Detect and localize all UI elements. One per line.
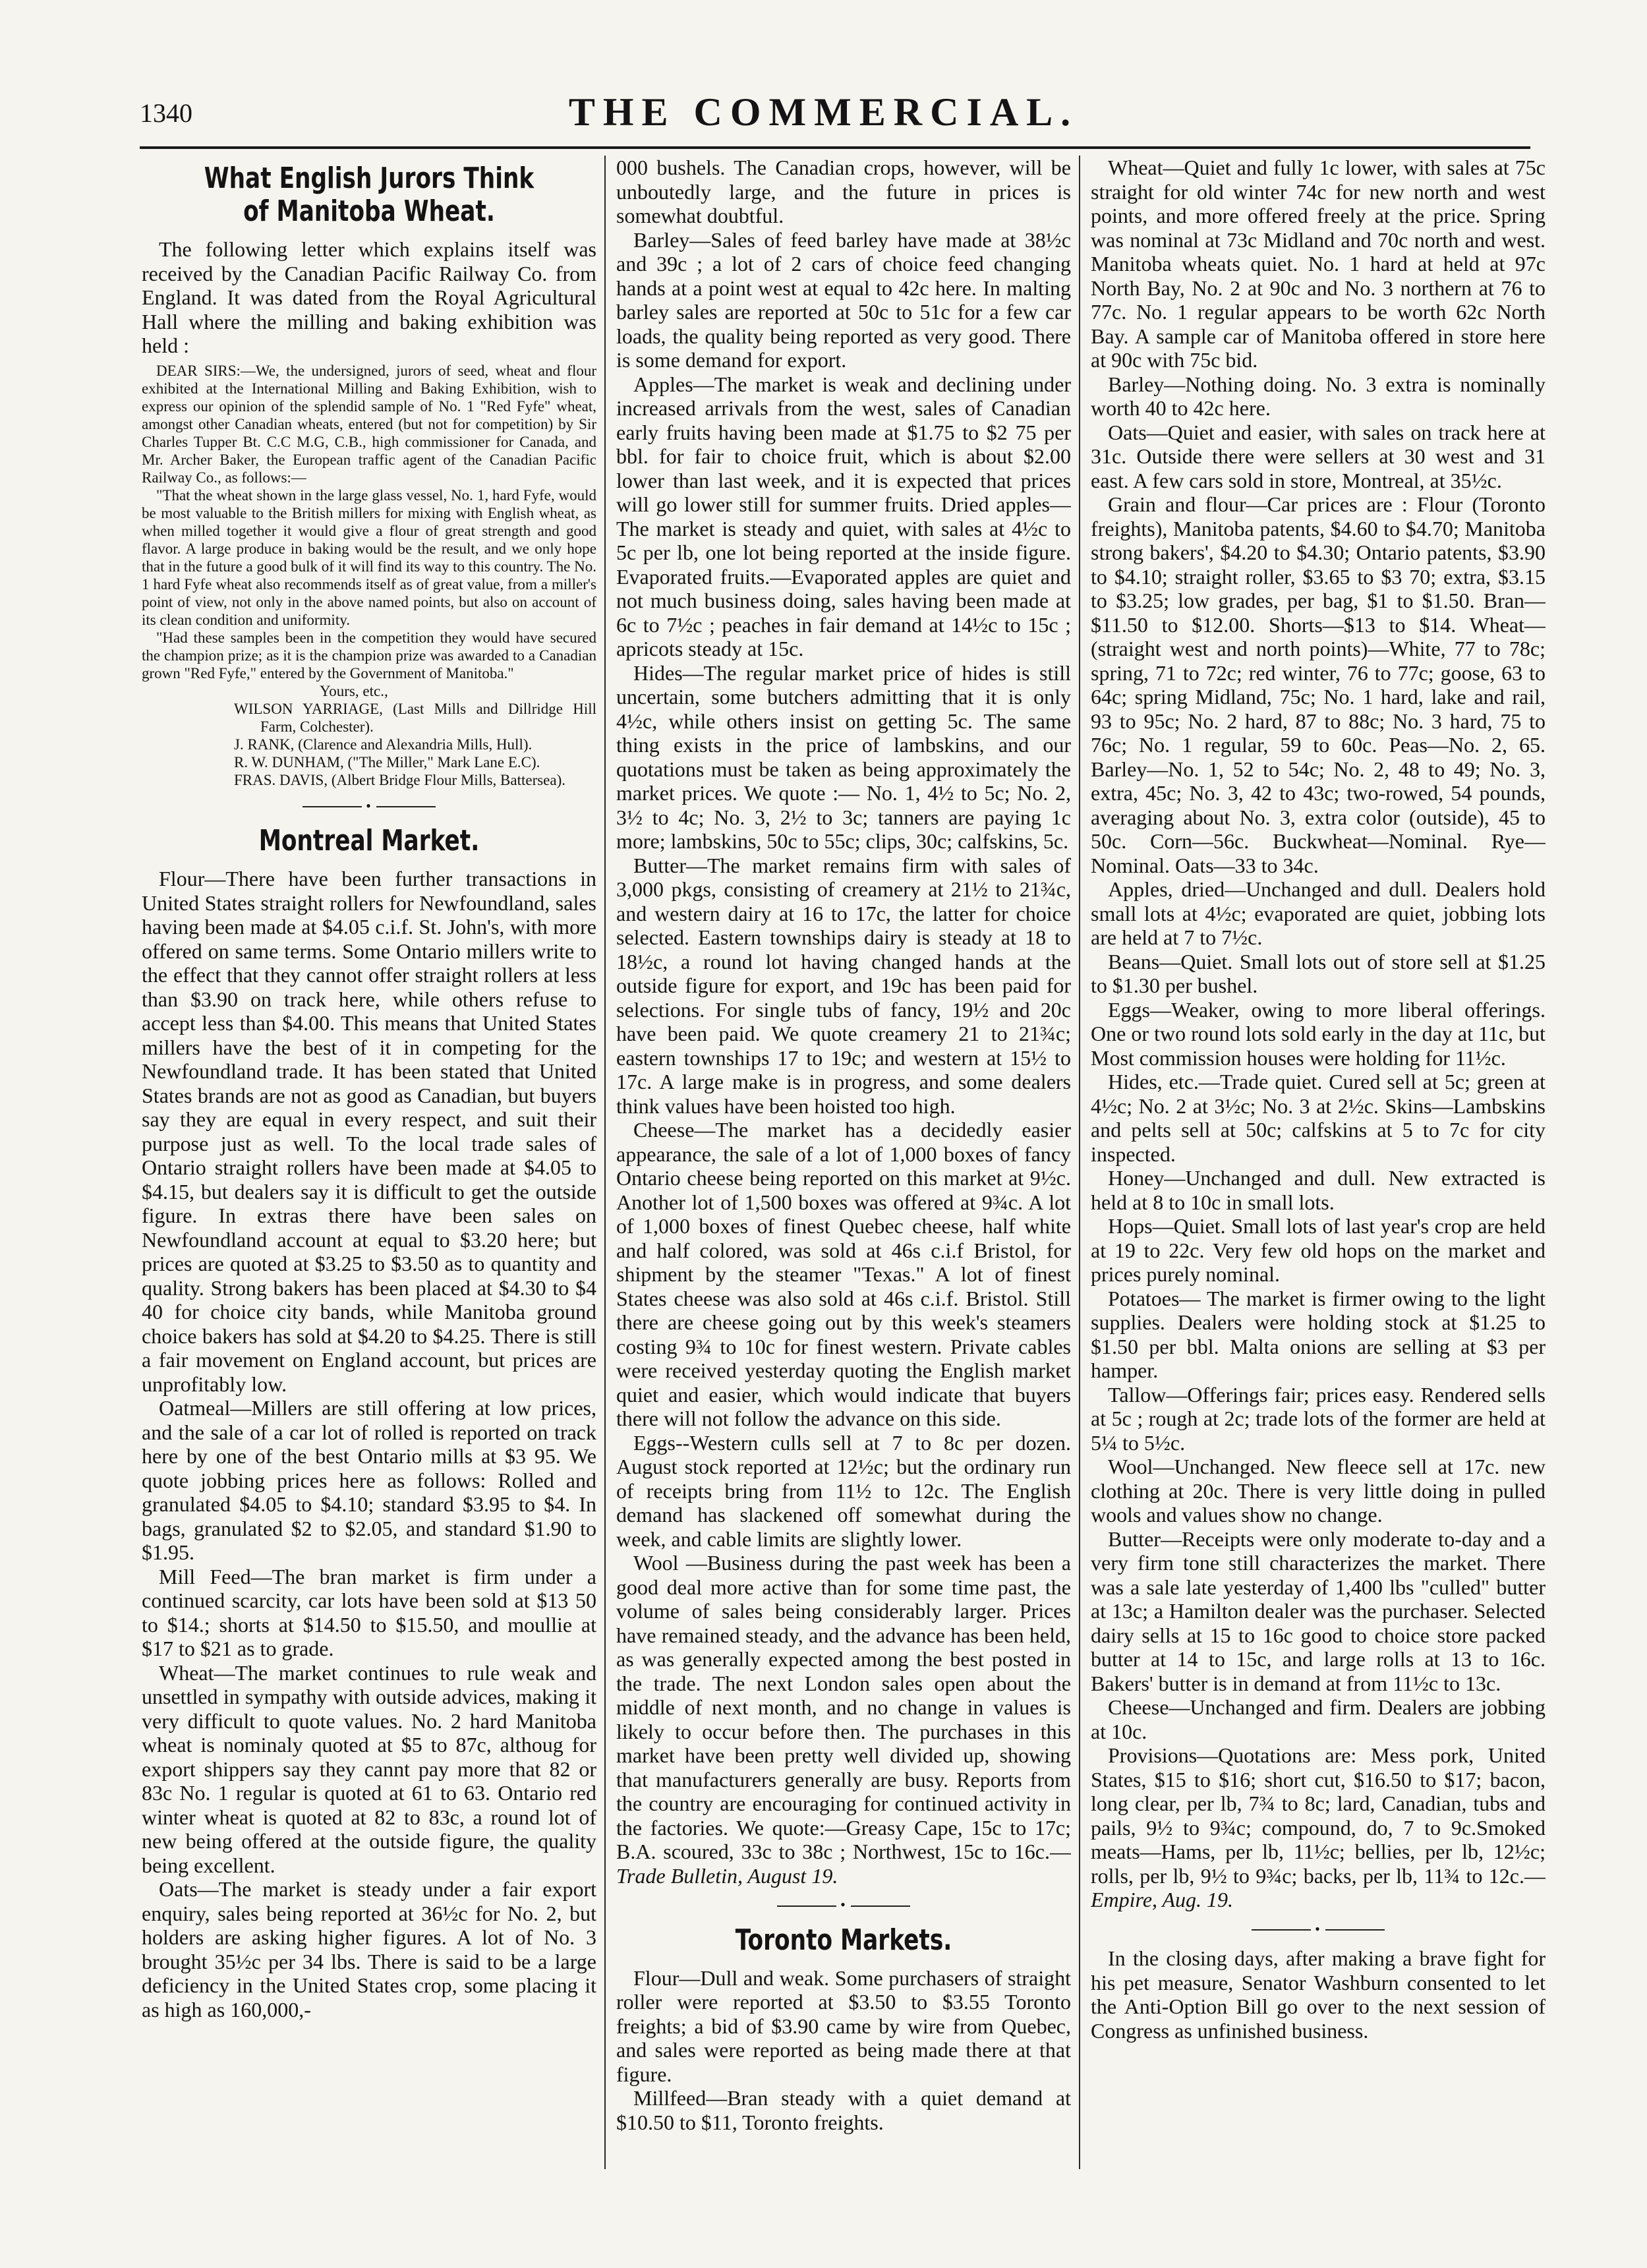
signatures <box>142 682 596 789</box>
signatory: R. W. DUNHAM, ("The Miller," Mark Lane E.C). <box>234 753 540 771</box>
paragraph: Hides, etc.—Trade quiet. Cured sell at 5c; green at 4½c; No. 2 at 3½c; No. 3 at 2½c. Skins—Lambskins and pelts sell at 50c; calfskins at 5 to 7c for city inspected. <box>1091 1070 1546 1166</box>
paragraph: Hides—The regular market price of hides is still uncertain, some butchers admitting that it is only 4½c, while others insist on getting 5c. The same thing exists in the price of lambskins, and our quotations must be taken as being approximately the market prices. We quote :— No. 1, 4½ to 5c; No. 2, 3½ to 4c; No. 3, 2½ to 3c; tanners are paying 1c more; lambskins, 50c to 55c; clips, 30c; calfskins, 5c. <box>616 660 1071 853</box>
column-1 <box>142 156 596 2169</box>
letter-paragraph: "That the wheat shown in the large glass vessel, No. 1, hard Fyfe, would be most valuable to the British millers for mixing with English wheat, as when milled together it would give a flour of great strength and good flavor. A large produce in baking would be the result, and we only hope that in the future a good bulk of it will find its way to this country. The No. 1 hard Fyfe wheat also recommends itself as of great value, from a miller's point of view, not only in the above named points, but also on account of its clean condition and uniformity. <box>142 486 596 628</box>
paragraph: Hops—Quiet. Small lots of last year's crop are held at 19 to 22c. Very few old hops on the market and prices purely nominal. <box>1091 1214 1546 1286</box>
paragraph: Beans—Quiet. Small lots out of store sell at $1.25 to $1.30 per bushel. <box>1091 949 1546 997</box>
paragraph: Eggs—Weaker, owing to more liberal offerings. One or two round lots sold early in the day at 11c, but Most commission houses were holding for 11½c. <box>1091 997 1546 1070</box>
paragraph <box>1091 1743 1546 1912</box>
column-3 <box>1091 156 1546 2169</box>
signatory: J. RANK, (Clarence and Alexandria Mills, Hull). <box>234 736 533 753</box>
paragraph: Cheese—The market has a decidedly easier appearance, the sale of a lot of 1,000 boxes of fancy Ontario cheese being reported on this market at 9½c. Another lot of 1,500 boxes was offered at 9¾c. A lot of 1,000 boxes of finest Quebec cheese, half white and half colored, was sold at 46s c.i.f Bristol, for shipment by the steamer "Texas." A lot of finest States cheese was also sold at 46s c.i.f. Bristol. Still there are cheese going out by this week's steamers costing 9¾ to 10c for finest western. Private cables were received yesterday quoting the English market quiet and easier, which would indicate that buyers there will not follow the advance on this side. <box>616 1118 1071 1430</box>
paragraph: In the closing days, after making a brave fight for his pet measure, Senator Washburn consented to let the Anti-Option Bill go over to the next session of Congress as unfinished business. <box>1091 1946 1546 2043</box>
paragraph: Wheat—Quiet and fully 1c lower, with sales at 75c straight for old winter 74c for new north and west points, and more offered freely at the price. Spring was nominal at 73c Midland and 70c north and west. Manitoba wheats quiet. No. 1 hard at held at 97c North Bay, No. 2 at 90c and No. 3 northern at 76 to 77c. No. 1 regular appears to be worth 62c North Bay. A sample car of Manitoba offered in store here at 90c with 75c bid. <box>1091 156 1546 372</box>
paragraph <box>616 1551 1071 1888</box>
column-2 <box>616 156 1071 2169</box>
paragraph: Honey—Unchanged and dull. New extracted is held at 8 to 10c in small lots. <box>1091 1166 1546 1214</box>
paragraph-text: Wool —Business during the past week has been a good deal more active than for some time past, the volume of sales being considerably larger. Prices have remained steady, and the advance has been held, as was generally expected among the best posted in the trade. The next London sales open about the middle of next month, and no change in values is likely to occur before then. The purchases in this market have been pretty well divided up, showing that manufacturers generally are busy. Reports from the country are encouraging for continued activity in the factories. We quote:—Greasy Cape, 15c to 17c; B.A. scoured, 33c to 38c ; Northwest, 15c to 16c.— <box>616 1551 1071 1863</box>
paragraph: Apples—The market is weak and declining under increased arrivals from the west, sales of Canadian early fruits having been made at $1.75 to $2 75 per bbl. for fair to choice fruit, which is about $2.00 lower than last week, and it is expected that prices will go lower still for summer fruits. Dried apples—The market is steady and quiet, with sales at 4½c to 5c per lb, one lot being reported at the inside figure. Evaporated fruits.—Evaporated apples are quiet and not much business doing, sales having been made at 6c to 7½c ; peaches in fair demand at 14½c to 15c ; apricots steady at 15c. <box>616 372 1071 660</box>
paragraph: Grain and flour—Car prices are : Flour (Toronto freights), Manitoba patents, $4.60 to $4.70; Manitoba strong bakers', $4.20 to $4.30; Ontario patents, $3.90 to $4.10; straight roller, $3.65 to $3 70; extra, $3.15 to $3.25; low grades, per bag, $1 to $1.50. Bran—$11.50 to $12.00. Shorts—$13 to $14. Wheat—(straight west and north points)—White, 77 to 78c; spring, 71 to 72c; red winter, 76 to 77c; goose, 63 to 64c; spring Midland, 75c; No. 1 hard, lake and rail, 93 to 95c; No. 2 hard, 87 to 88c; No. 3 hard, 75 to 76c; No. 1 regular, 59 to 60c. Peas—No. 2, 65. Barley—No. 1, 52 to 54c; No. 2, 48 to 49; No. 3, extra, 45c; No. 3, 42 to 43c; two-rowed, 54 pounds, averaging about No. 3, extra color (outside), 45 to 50c. Corn—56c. Buckwheat—Nominal. Rye—Nominal. Oats—33 to 34c. <box>1091 492 1546 877</box>
paragraph: Tallow—Offerings fair; prices easy. Rendered sells at 5c ; rough at 2c; trade lots of the former are held at 5¼ to 5½c. <box>1091 1382 1546 1455</box>
paragraph: Butter—The market remains firm with sales of 3,000 pkgs, consisting of creamery at 21½ to 21¾c, and western dairy at 16 to 17c, the latter for choice selected. Eastern townships dairy is steady at 18 to 18½c, a round lot having changed hands at the outside figure for export, and 19c has been paid for selections. For single tubs of fancy, 19½ and 20c have been paid. We quote creamery 21 to 21¾c; eastern townships 17 to 19c; and western at 15½ to 17c. A large make is in progress, and some dealers think values have been hoisted too high. <box>616 853 1071 1118</box>
paragraph: Cheese—Unchanged and firm. Dealers are jobbing at 10c. <box>1091 1695 1546 1743</box>
column-rule <box>1079 156 1080 2169</box>
paragraph: Wheat—The market continues to rule weak and unsettled in sympathy with outside advices, making it very difficult to quote values. No. 2 hard Manitoba wheat is nominaly quoted at $5 to 87c, althoug for export shippers say they cannt pay more that 82 or 83c No. 1 regular is quoted at 61 to 63. Ontario red winter wheat is quoted at 82 to 83c, a round lot of new being offered at the outside figure, the quality being excellent. <box>142 1660 596 1877</box>
paragraph: 000 bushels. The Canadian crops, however, will be unboutedly large, and the future in prices is somewhat doubtful. <box>616 156 1071 227</box>
article-title: Toronto Markets. <box>735 1923 952 1957</box>
paragraph: Potatoes— The market is firmer owing to the light supplies. Dealers were holding stock at $1.25 to $1.50 per bbl. Malta onions are selling at $3 per hamper. <box>1091 1286 1546 1382</box>
paragraph: Barley—Sales of feed barley have made at 38½c and 39c ; a lot of 2 cars of choice feed changing hands at a point west at equal to 42c here. In malting barley sales are reported at 50c to 51c for a few car loads, the quality being reported as very good. There is some demand for export. <box>616 227 1071 372</box>
paragraph: Millfeed—Bran steady with a quiet demand at $10.50 to $11, Toronto freights. <box>616 2086 1071 2134</box>
section-divider: • <box>1091 1917 1546 1942</box>
section-divider: • <box>616 1893 1071 1917</box>
letter <box>142 362 596 682</box>
section-divider: • <box>142 794 596 819</box>
article-title: Montreal Market. <box>258 824 480 858</box>
paragraph: Mill Feed—The bran market is firm under a continued scarcity, car lots have been sold at $13 50 to $14.; shorts at $14.50 to $15.50, and moullie at $17 to $21 as to grade. <box>142 1564 596 1660</box>
paragraph: The following letter which explains itself was received by the Canadian Pacific Railway Co. from England. It was dated from the Royal Agricultural Hall where the milling and baking exhibition was held : <box>142 237 596 357</box>
column-rule <box>604 156 606 2169</box>
letter-paragraph: "Had these samples been in the competition they would have secured the champion prize; as it is the champion prize was awarded to a Canadian grown "Red Fyfe," entered by the Government of Manitoba." <box>142 629 596 682</box>
paragraph: Oats—Quiet and easier, with sales on track here at 31c. Outside there were sellers at 30 west and 31 east. A few cars sold in store, Montreal, at 35½c. <box>1091 420 1546 492</box>
paragraph: Barley—Nothing doing. No. 3 extra is nominally worth 40 to 42c here. <box>1091 372 1546 420</box>
letter-paragraph: DEAR SIRS:—We, the undersigned, jurors of seed, wheat and flour exhibited at the International Milling and Baking Exhibition, wish to express our opinion of the splendid sample of No. 1 "Red Fyfe" wheat, amongst other Canadian wheats, entered (but not for competition) by Sir Charles Tupper Bt. C.C M.G, C.B., high commissioner for Canada, and Mr. Archer Baker, the European traffic agent of the Canadian Pacific Railway Co., as follows:— <box>142 362 596 486</box>
source-credit: Trade Bulletin, August 19. <box>616 1863 838 1888</box>
page-number: 1340 <box>140 98 192 128</box>
paragraph: Flour—There have been further transactions in United States straight rollers for Newfoundland, sales having been made at $4.05 c.i.f. St. John's, with more offered on same terms. Some Ontario millers write to the effect that they cannot offer straight rollers at less than $3.90 on track here, while others refuse to accept less than $4.00. This means that United States millers have the best of it in competing for the Newfoundland trade. It has been stated that United States brands are not as good as Canadian, but buyers say they are equal in every respect, and suit their purpose just as well. To the local trade sales of Ontario straight rollers have been made at $4.05 to $4.15, but dealers say it is difficult to get the outside figure. In extras there have been sales on Newfoundland account at equal to $3.20 here; but prices are quoted at $3.25 to $3.50 as to quantity and quality. Strong bakers has been placed at $4.30 to $4 40 for choice city bands, while Manitoba ground choice bakers has sold at $4.20 to $4.25. There is still a fair movement on England account, but prices are unprofitably low. <box>142 867 596 1396</box>
signatory: WILSON YARRIAGE, (Last Mills and Dillridge Hill Farm, Colchester). <box>234 700 596 735</box>
signatory: FRAS. DAVIS, (Albert Bridge Flour Mills, Battersea). <box>234 771 566 788</box>
signoff: Yours, etc., <box>320 682 388 699</box>
paragraph: Flour—Dull and weak. Some purchasers of straight roller were reported at $3.50 to $3.55 Toronto freights; a bid of $3.90 came by wire from Quebec, and sales were reported as being made there at that figure. <box>616 1965 1071 2086</box>
paragraph: Eggs--Western culls sell at 7 to 8c per dozen. August stock reported at 12½c; but the ordinary run of receipts bring from 11½ to 12c. The English demand has slackened off somewhat during the week, and cable limits are slightly lower. <box>616 1430 1071 1551</box>
paragraph: Butter—Receipts were only moderate to-day and a very firm tone still characterizes the market. There was a sale late yesterday of 1,400 lbs "culled" butter at 13c; a Hamilton dealer was the purchaser. Selected dairy sells at 15 to 16c good to choice store packed butter at 14 to 15c, and large rolls at 13 to 16c. Bakers' butter is in demand at from 11½c to 13c. <box>1091 1527 1546 1695</box>
source-credit: Empire, Aug. 19. <box>1091 1888 1233 1911</box>
paragraph: Oats—The market is steady under a fair export enquiry, sales being reported at 36½c for No. 2, but holders are asking higher figures. A lot of No. 3 brought 35½c per 34 lbs. There is said to be a large deficiency in the United States crop, some placing it as high as 160,000,- <box>142 1877 596 2021</box>
paragraph: Apples, dried—Unchanged and dull. Dealers hold small lots at 4½c; evaporated are quiet, jobbing lots are held at 7 to 7½c. <box>1091 877 1546 949</box>
paragraph: Wool—Unchanged. New fleece sell at 17c. new clothing at 20c. There is very little doing in pulled wools and values show no change. <box>1091 1455 1546 1527</box>
paragraph-text: Provisions—Quotations are: Mess pork, United States, $15 to $16; short cut, $16.50 to $17; bacon, long clear, per lb, 7¾ to 8c; lard, Canadian, tubs and pails, 9½ to 9¾c; compound, do, 7 to 9c.Smoked meats—Hams, per lb, 11½c; bellies, per lb, 12½c; rolls, per lb, 9½ to 9¾c; backs, per lb, 11¾ to 12c.— <box>1091 1743 1546 1888</box>
paragraph: Oatmeal—Millers are still offering at low prices, and the sale of a car lot of rolled is reported on track here by one of the best Ontario mills at $3 95. We quote jobbing prices here as follows: Rolled and granulated $4.05 to $4.10; standard $3.95 to $4. In bags, granulated $2 to $2.05, and standard $1.90 to $1.95. <box>142 1396 596 1564</box>
article-title: What English Jurors Think of Manitoba Wheat. <box>204 161 535 228</box>
masthead: THE COMMERCIAL. <box>568 90 1079 134</box>
header-rule <box>140 146 1530 149</box>
